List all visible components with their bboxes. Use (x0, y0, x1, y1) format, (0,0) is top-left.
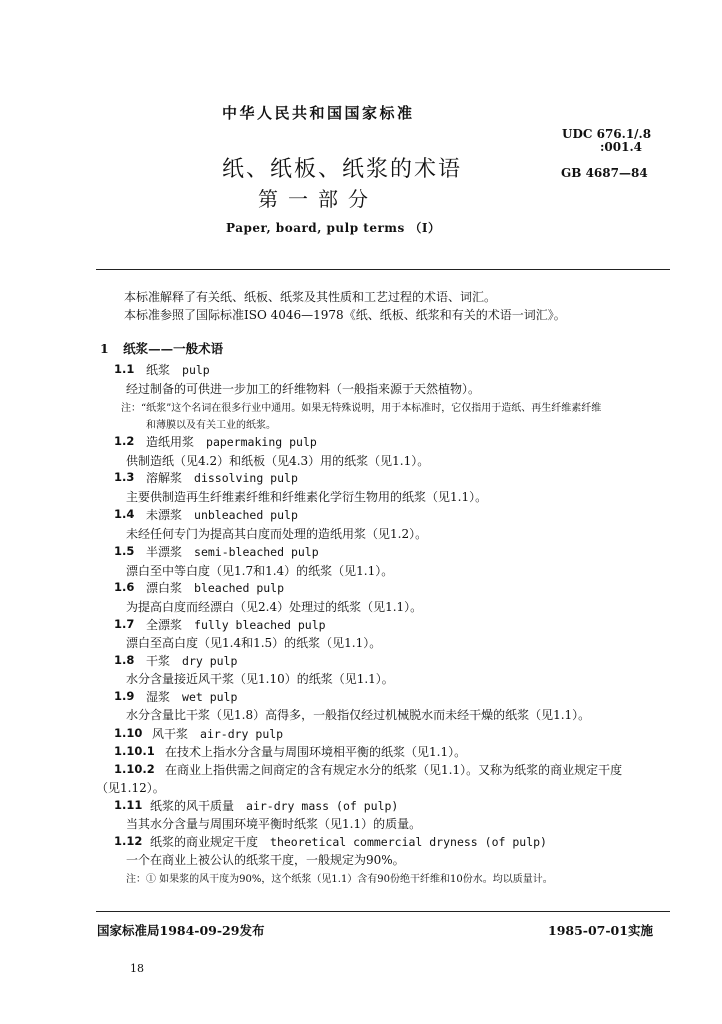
part-title: 第一部分 (258, 187, 378, 211)
term-cn: 湿浆 (146, 690, 171, 704)
term-definition: 一个在商业上被公认的纸浆干度，一般规定为90%。 (126, 853, 405, 867)
section-heading (100, 339, 223, 357)
term-number: 1.10 (114, 726, 143, 740)
udc-code: UDC 676.1/.8 (562, 127, 652, 141)
term-cn: 纸浆的风干质量 (150, 799, 235, 813)
term-note: 注：“纸浆”这个名词在很多行业中通用。如果无特殊说明，用于本标准时，它仅指用于造纸、再生纤维素纤维 (121, 403, 602, 414)
term-definition: 为提高白度而经漂白（见2.4）处理过的纸浆（见1.1）。 (126, 600, 423, 614)
term-en: unbleached pulp (194, 508, 298, 522)
term-number: 1.10.1 (114, 744, 155, 758)
term-en: theoretical commercial dryness (of pulp) (270, 835, 547, 849)
udc-code-suffix: :001.4 (600, 140, 643, 154)
term-definition: 漂白至高白度（见1.4和1.5）的纸浆（见1.1）。 (126, 636, 382, 650)
term-number: 1.10.2 (114, 762, 155, 776)
term-number: 1.2 (114, 434, 135, 448)
term-cn: 溶解浆 (146, 471, 183, 485)
term-title (150, 833, 547, 850)
term-definition: 水分含量接近风干浆（见1.10）的纸浆（见1.1）。 (126, 672, 394, 686)
term-title (152, 725, 283, 742)
term-title (146, 361, 210, 378)
term-cn: 造纸用浆 (146, 435, 195, 449)
effective-date: 1985-07-01实施 (548, 923, 653, 938)
term-en: wet pulp (182, 690, 238, 704)
intro-line-1: 本标准解释了有关纸、纸板、纸浆及其性质和工艺过程的术语、词汇。 (124, 290, 497, 304)
term-definition: 供制造纸（见4.2）和纸板（见4.3）用的纸浆（见1.1）。 (126, 454, 430, 468)
term-cn: 风干浆 (152, 727, 189, 741)
term-en: dry pulp (182, 654, 238, 668)
section-title: 纸浆——一般术语 (123, 341, 224, 356)
term-number: 1.12 (114, 834, 143, 848)
term-cn: 纸浆的商业规定干度 (150, 835, 259, 849)
term-title (146, 469, 298, 486)
term-definition: 在商业上指供需之间商定的含有规定水分的纸浆（见1.1）。又称为纸浆的商业规定干度 (165, 763, 623, 777)
term-title (150, 797, 398, 814)
footer-divider (96, 911, 670, 912)
header-divider (96, 269, 670, 270)
term-definition: 经过制备的可供进一步加工的纤维物料（一般指来源于天然植物）。 (126, 382, 481, 396)
term-number: 1.4 (114, 507, 135, 521)
term-note-continued: 和薄膜以及有关工业的纸浆。 (146, 420, 276, 431)
term-en: bleached pulp (194, 581, 285, 595)
term-definition-continued: （见1.12）。 (96, 781, 165, 795)
term-definition: 未经任何专门为提高其白度而处理的造纸用浆（见1.2）。 (126, 527, 428, 541)
term-number: 1.8 (114, 653, 135, 667)
term-definition: 漂白至中等白度（见1.7和1.4）的纸浆（见1.1）。 (126, 564, 394, 578)
term-title (146, 433, 317, 450)
page-number: 18 (130, 962, 144, 975)
term-en: air-dry mass (of pulp) (246, 799, 399, 813)
term-title (146, 652, 237, 669)
term-number: 1.1 (114, 362, 135, 376)
issue-date: 国家标准局1984-09-29发布 (97, 923, 265, 938)
term-cn: 漂白浆 (146, 581, 183, 595)
term-en: semi-bleached pulp (194, 545, 319, 559)
term-title (146, 506, 298, 523)
term-cn: 纸浆 (146, 363, 171, 377)
intro-line-2: 本标准参照了国际标准ISO 4046—1978《纸、纸板、纸浆和有关的术语一词汇》。 (124, 308, 566, 322)
document-title: 纸、纸板、纸浆的术语 (222, 157, 463, 182)
org-title: 中华人民共和国国家标准 (222, 104, 415, 122)
term-en: air-dry pulp (200, 727, 284, 741)
term-title (146, 688, 237, 705)
term-title (146, 543, 319, 560)
term-en: papermaking pulp (206, 435, 317, 449)
term-cn: 未漂浆 (146, 508, 183, 522)
term-en: dissolving pulp (194, 471, 298, 485)
section-number: 1 (100, 341, 109, 356)
term-number: 1.9 (114, 689, 135, 703)
term-definition: 当其水分含量与周围环境平衡时纸浆（见1.1）的质量。 (126, 817, 422, 831)
term-title (146, 579, 284, 596)
term-number: 1.6 (114, 580, 135, 594)
term-cn: 干浆 (146, 654, 171, 668)
term-number: 1.3 (114, 470, 135, 484)
term-definition: 主要供制造再生纤维素纤维和纤维素化学衍生物用的纸浆（见1.1）。 (126, 490, 488, 504)
term-cn: 全漂浆 (146, 618, 183, 632)
term-title (146, 616, 326, 633)
english-title: Paper, board, pulp terms （Ⅰ） (226, 221, 441, 235)
term-number: 1.7 (114, 617, 135, 631)
term-note: 注：① 如果浆的风干度为90%，这个纸浆（见1.1）含有90份绝干纤维和10份水。均以质量计。 (126, 874, 553, 885)
term-cn: 半漂浆 (146, 545, 183, 559)
gb-number: GB 4687—84 (561, 166, 648, 180)
term-en: fully bleached pulp (194, 618, 326, 632)
term-definition: 在技术上指水分含量与周围环境相平衡的纸浆（见1.1）。 (165, 745, 467, 759)
term-definition: 水分含量比干浆（见1.8）高得多，一般指仅经过机械脱水而未经干燥的纸浆（见1.1）。 (126, 708, 591, 722)
term-number: 1.11 (114, 798, 143, 812)
term-number: 1.5 (114, 544, 135, 558)
term-en: pulp (182, 363, 210, 377)
